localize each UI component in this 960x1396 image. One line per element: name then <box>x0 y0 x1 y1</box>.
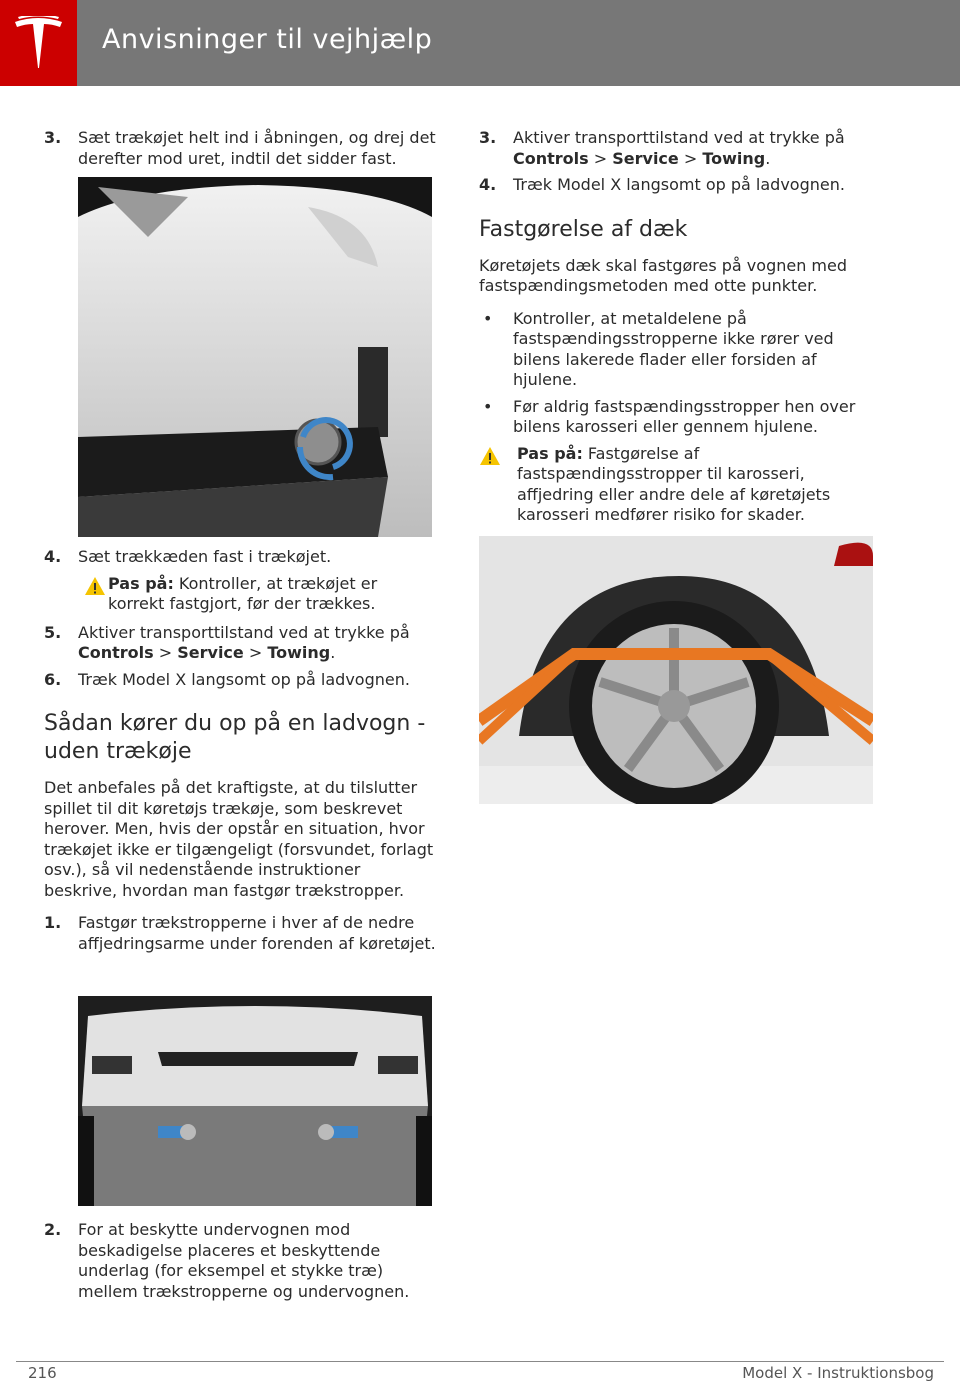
step-number: 5. <box>44 622 62 642</box>
page-header <box>0 0 960 86</box>
step-end: . <box>765 148 771 168</box>
menu-separator: > <box>678 148 703 168</box>
section-paragraph: Køretøjets dæk skal fastgøres på vognen med fastspændingsmetoden med otte punkter. <box>479 255 848 295</box>
note-text: Fastgørelse af fastspændingsstropper til karosseri, affjedring eller andre dele af køretøjets karosseri medfører risiko for skader. <box>517 443 831 524</box>
menu-towing: Towing <box>267 643 331 662</box>
note-text: Kontroller, at trækøjet er korrekt fastgjort, før der trækkes. <box>108 573 378 613</box>
step-number: 3. <box>44 128 62 147</box>
step-text: Træk Model X langsomt op på ladvognen. <box>513 175 845 194</box>
step-number: 4. <box>44 547 62 566</box>
page-number: 216 <box>28 1364 57 1382</box>
step-text: Aktiver transporttilstand ved at trykke på <box>513 128 845 147</box>
menu-controls: Controls <box>78 643 154 662</box>
underbody-straps-image <box>78 996 432 1206</box>
step-number: 2. <box>44 1220 62 1239</box>
wheel-tie-down-image <box>479 536 873 804</box>
bullet-marker: • <box>483 308 493 328</box>
step-text: Aktiver transporttilstand ved at trykke på <box>78 622 410 642</box>
caution-note-2 <box>479 444 873 526</box>
right-step-4 <box>479 175 873 196</box>
left-column <box>44 128 436 1308</box>
right-column <box>479 128 873 804</box>
menu-separator: > <box>153 643 178 662</box>
section-heading: Sådan kører du op på en ladvogn - uden trækøje <box>44 711 426 764</box>
caution-note-1 <box>84 574 436 615</box>
left-step-6 <box>44 670 436 691</box>
page-title: Anvisninger til vejhjælp <box>102 24 433 55</box>
bullet-text: Kontroller, at metaldelene på fastspændingsstropperne ikke rører ved bilens lakerede flader eller forsiden af hjulene. <box>513 308 834 389</box>
left-step-4 <box>44 547 436 568</box>
menu-separator: > <box>243 643 268 662</box>
bullet-marker: • <box>483 396 493 416</box>
tesla-t-icon <box>12 16 65 70</box>
bullet-item <box>479 309 873 391</box>
section-paragraph: Det anbefales på det kraftigste, at du tilslutter spillet til dit køretøjs trækøje, som beskrevet herover. Men, hvis der opstår en situation, hvor trækøjet ikke er tilgængeligt (forsvundet, forlagt osv.), så vil nedenstående instruktioner beskrive, hvordan man fastgør trækstropper. <box>44 778 434 900</box>
step-number: 6. <box>44 669 62 689</box>
note-label: Pas på: <box>517 443 583 463</box>
step-text: Sæt trækøjet helt ind i åbningen, og drej det derefter mod uret, indtil det sidder fast. <box>78 128 436 168</box>
step-end: . <box>330 643 336 662</box>
step-text: For at beskytte undervognen mod beskadigelse placeres et beskyttende underlag (for eksempel et stykke træ) mellem trækstropperne og undervognen. <box>78 1220 410 1301</box>
left-step-1 <box>44 913 436 954</box>
menu-service: Service <box>612 148 679 168</box>
left-step-2 <box>44 1220 436 1302</box>
step-number: 3. <box>479 128 497 147</box>
footer-divider <box>16 1361 944 1362</box>
step-number: 1. <box>44 913 62 932</box>
right-step-3 <box>479 128 873 169</box>
footer-title: Model X - Instruktionsbog <box>742 1364 934 1382</box>
step-text: Fastgør trækstropperne i hver af de nedre affjedringsarme under forenden af køretøjet. <box>78 913 436 953</box>
left-step-3 <box>44 128 436 169</box>
menu-towing: Towing <box>702 148 766 168</box>
section-heading: Fastgørelse af dæk <box>479 216 688 242</box>
note-label: Pas på: <box>108 573 174 593</box>
step-text: Sæt trækkæden fast i trækøjet. <box>78 547 332 566</box>
menu-separator: > <box>588 148 613 168</box>
bullet-item <box>479 397 873 438</box>
step-text: Træk Model X langsomt op på ladvognen. <box>78 669 410 689</box>
tesla-logo <box>0 0 77 86</box>
left-step-5 <box>44 623 436 664</box>
tow-eye-installation-image <box>78 177 432 537</box>
bullet-text: Før aldrig fastspændingsstropper hen over bilens karosseri eller gennem hjulene. <box>513 396 856 436</box>
step-number: 4. <box>479 175 497 194</box>
menu-controls: Controls <box>513 148 589 168</box>
warning-icon <box>479 444 517 526</box>
menu-service: Service <box>177 643 244 662</box>
